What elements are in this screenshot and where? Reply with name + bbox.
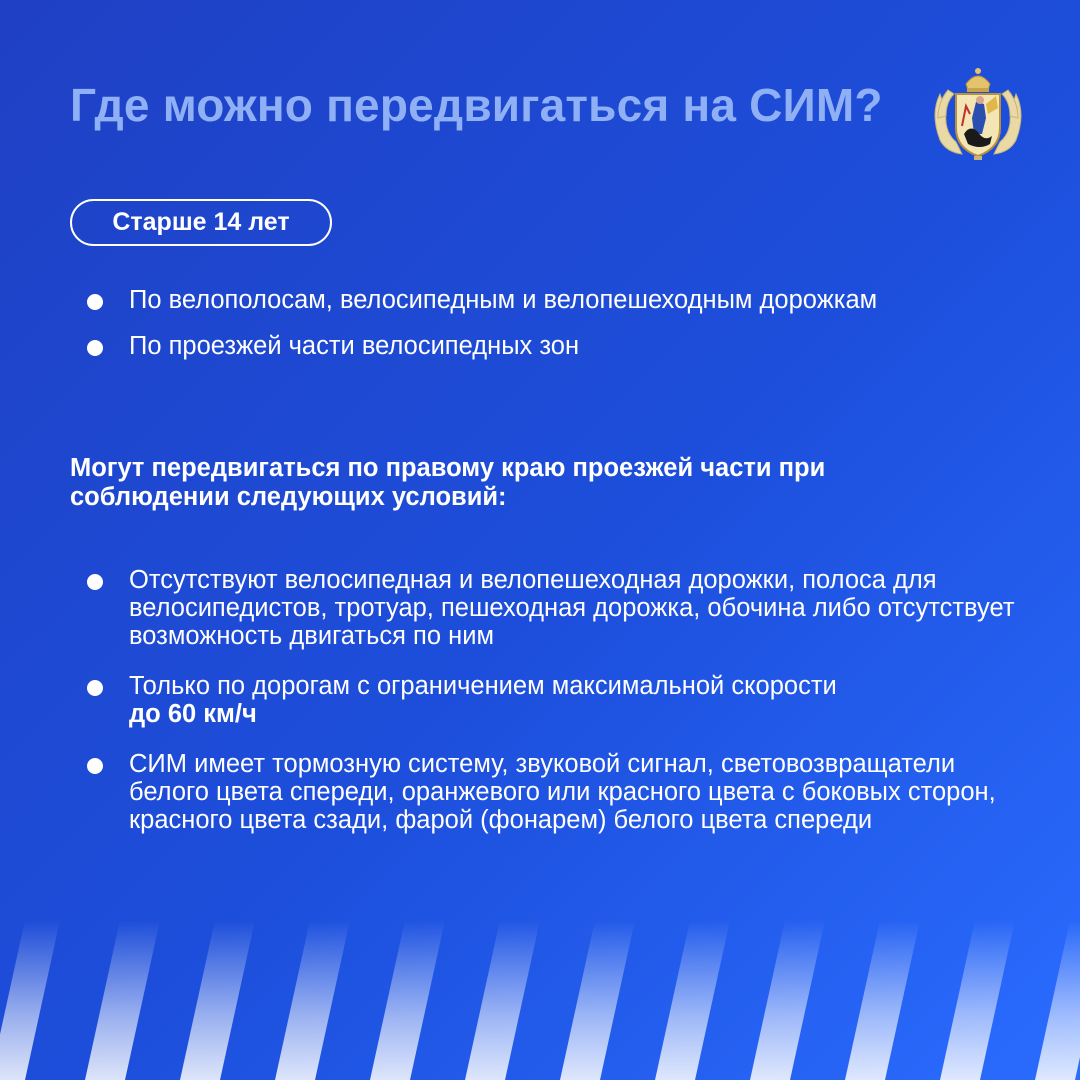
conditions-heading: Могут передвигаться по правому краю проезжей части при соблюдении следующих условий: xyxy=(70,454,826,511)
coat-of-arms-icon xyxy=(926,62,1030,166)
list-item xyxy=(84,566,1024,650)
list-item: По велополосам, велосипедным и велопешеходным дорожкам xyxy=(84,286,1024,314)
condition-text: Только по дорогам с ограничением максимальной скорости xyxy=(129,672,837,700)
allowed-places-list xyxy=(84,286,1024,378)
age-badge: Старше 14 лет xyxy=(70,199,332,246)
condition-text: СИМ имеет тормозную систему, звуковой сигнал, световозвращатели белого цвета спереди, оранжевого или красного цвета с боковых сторон, красного цвета сзади, фарой (фонарем) белого цвета спереди xyxy=(129,750,996,834)
list-item: По проезжей части велосипедных зон xyxy=(84,332,1024,360)
condition-text: Отсутствуют велосипедная и велопешеходная дорожки, полоса для велосипедистов, тротуар, пешеходная дорожка, обочина либо отсутствует возможность двигаться по ним xyxy=(129,566,1015,650)
conditions-list xyxy=(84,566,1024,856)
list-item xyxy=(84,672,1024,728)
speed-limit-text: до 60 км/ч xyxy=(129,700,257,728)
decorative-stripes xyxy=(0,920,1080,1080)
page-title: Где можно передвигаться на СИМ? xyxy=(70,79,883,131)
list-item xyxy=(84,750,1024,834)
